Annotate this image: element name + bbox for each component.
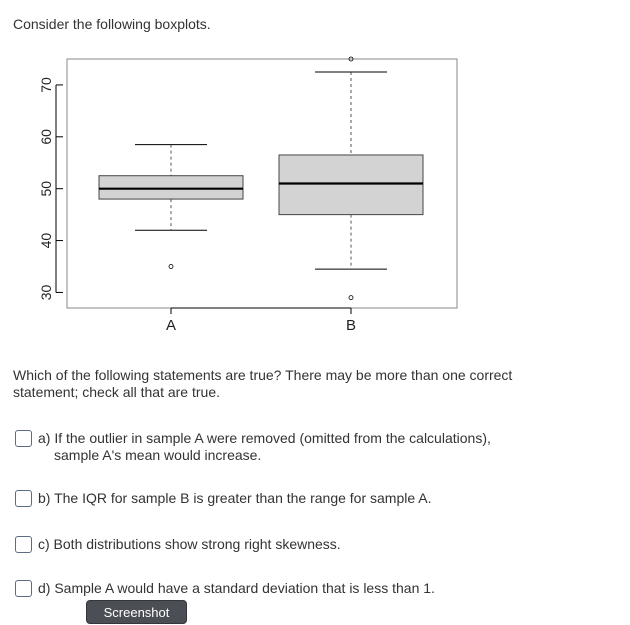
y-tick-label-60: 60 [38,129,54,145]
option-c-line1: c) Both distributions show strong right skewness. [38,536,341,552]
y-tick-label-70: 70 [38,77,54,93]
screenshot-button[interactable]: Screenshot [86,600,187,624]
boxplot-svg [0,40,480,340]
option-a-label[interactable] [38,430,491,464]
option-a-line2: sample A's mean would increase. [54,447,262,463]
option-d-label[interactable] [38,580,435,597]
option-b-line1: b) The IQR for sample B is greater than the range for sample A. [38,490,432,506]
y-tick-label-50: 50 [38,180,54,197]
y-tick-label-30: 30 [38,284,54,301]
outlier-a-0 [169,265,173,269]
option-a-line1: a) If the outlier in sample A were removed (omitted from the calculations), [38,430,491,446]
question-text: Which of the following statements are true? There may be more than one correct statement; check all that are true. [13,367,513,400]
option-b[interactable] [15,490,575,507]
outlier-b-1 [349,296,353,300]
option-a[interactable] [15,430,575,464]
option-d-checkbox[interactable] [15,580,32,597]
option-c-label[interactable] [38,536,341,553]
y-tick-label-40: 40 [38,232,54,249]
option-b-label[interactable] [38,490,432,507]
option-c-checkbox[interactable] [15,536,32,553]
x-tick-label-B: B [345,317,357,334]
option-d[interactable] [15,580,575,597]
prompt-text: Consider the following boxplots. [13,16,211,32]
box-b [279,155,423,215]
x-tick-label-A: A [165,317,177,334]
option-c[interactable] [15,536,575,553]
box-a [99,176,243,199]
option-a-checkbox[interactable] [15,430,32,447]
option-d-line1: d) Sample A would have a standard deviation that is less than 1. [38,580,435,596]
option-b-checkbox[interactable] [15,490,32,507]
boxplot-chart [0,40,480,340]
